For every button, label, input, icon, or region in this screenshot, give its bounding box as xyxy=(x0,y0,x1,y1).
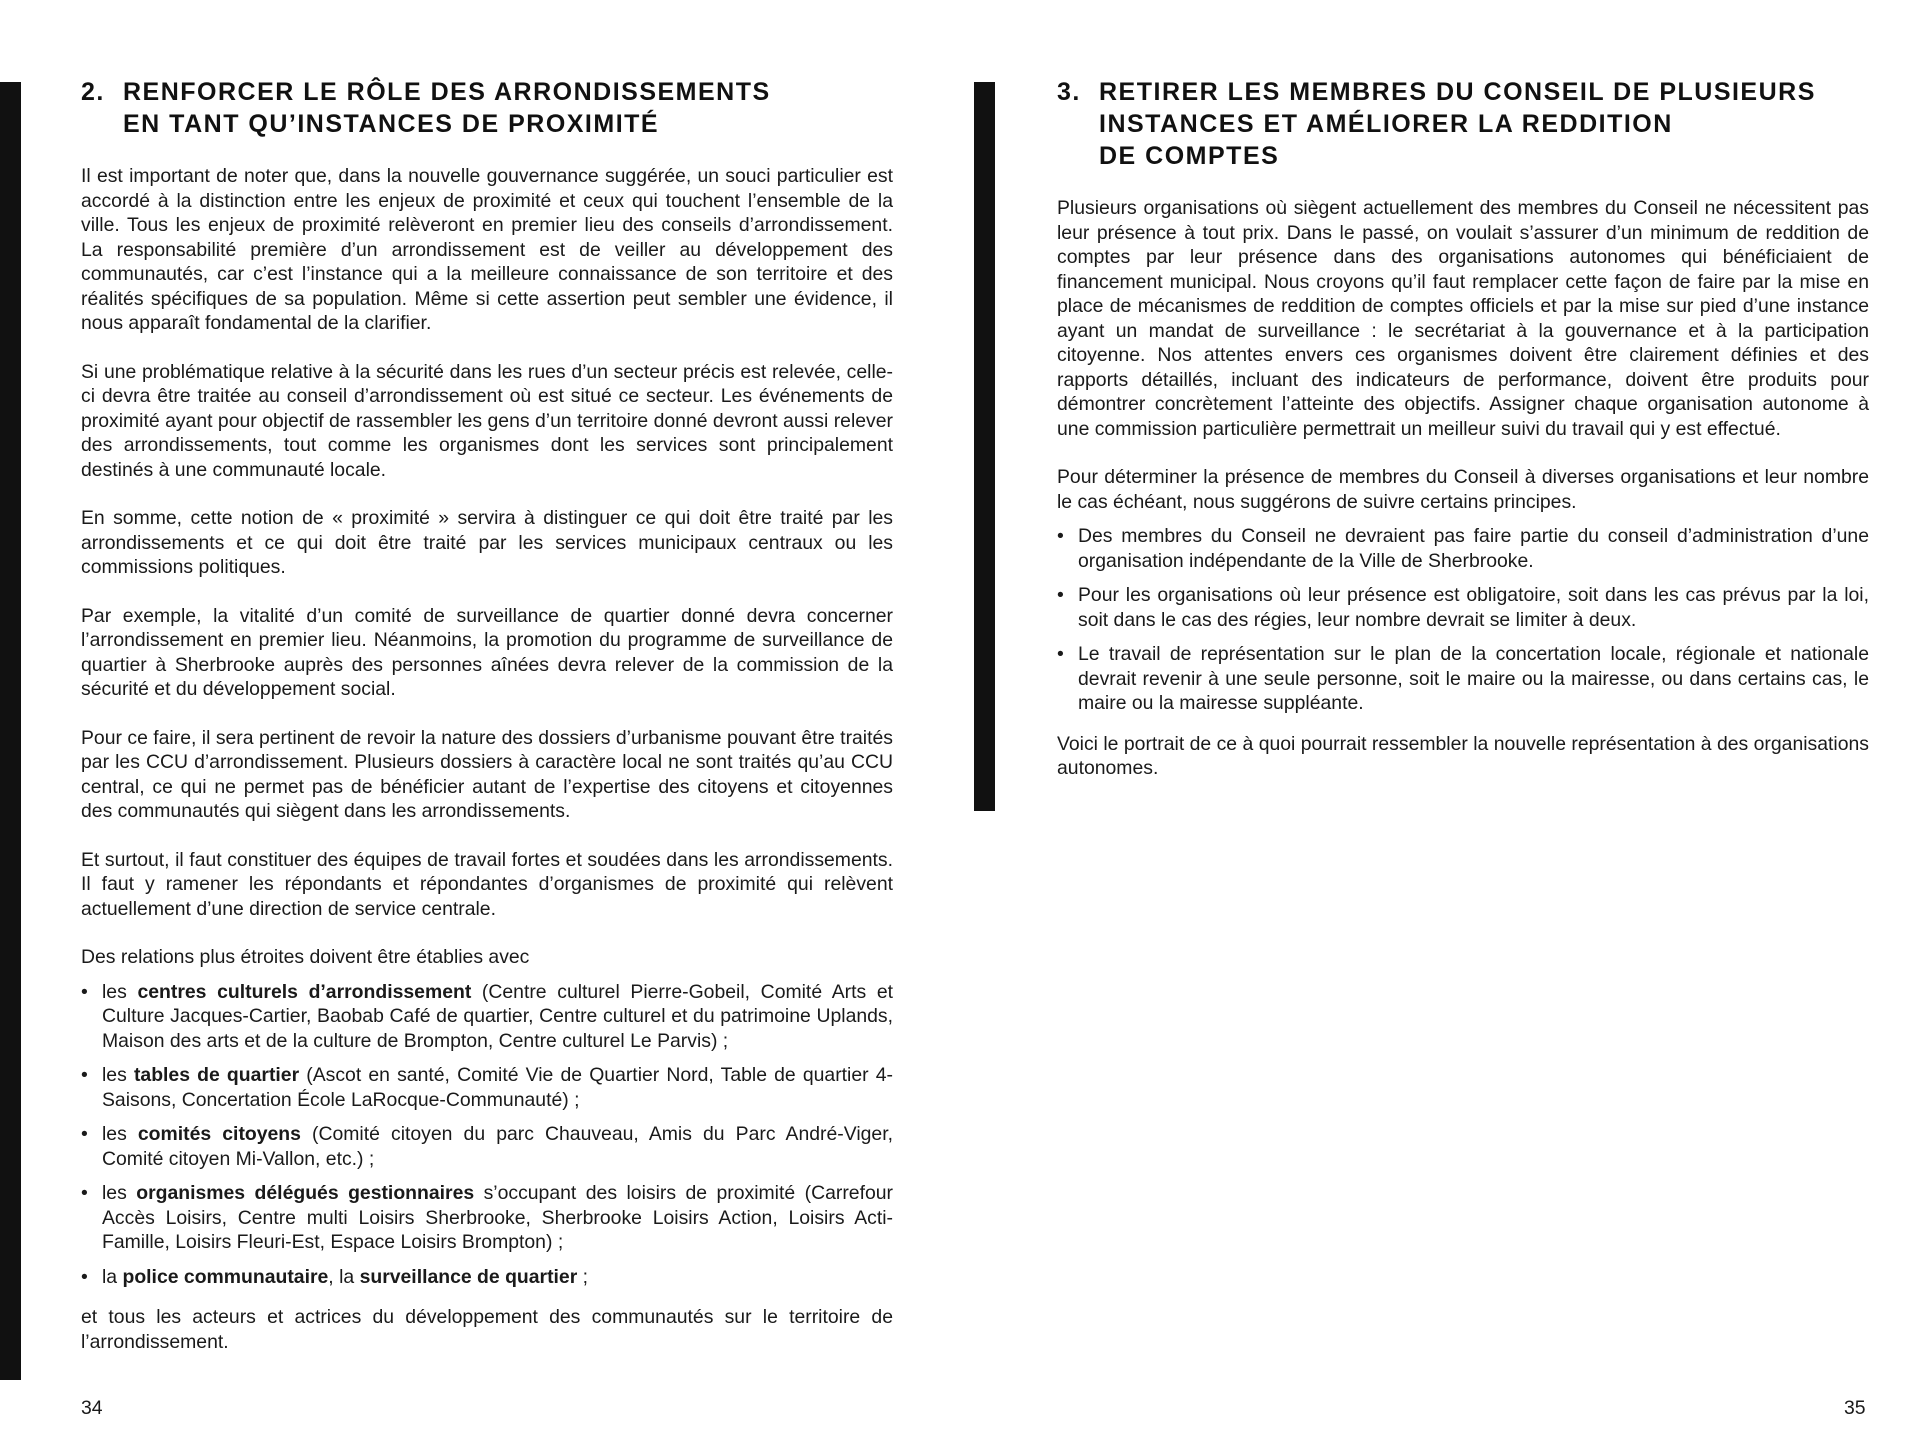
section-2-heading xyxy=(81,76,893,140)
heading-line: EN TANT QU’INSTANCES DE PROXIMITÉ xyxy=(123,110,660,138)
paragraph: Il est important de noter que, dans la nouvelle gouvernance suggérée, un souci particulier est accordé à la distinction entre les enjeux de proximité et ceux qui touchent l’ensemble de la ville. Tous les enjeux de proximité relèveront en premier lieu des conseils d’arrondissement. La responsabilité première d’un arrondissement est de veiller au développement des communautés, car c’est l’instance qui a la meilleure connaissance de son territoire et des réalités spécifiques de sa population. Même si cette assertion peut sembler une évidence, il nous apparaît fondamental de la clarifier. xyxy=(81,165,893,334)
page-number: 34 xyxy=(81,1397,103,1419)
section-divider-bar xyxy=(974,82,995,811)
list-item: • Le travail de représentation sur le plan de la concertation locale, régionale et nationale devrait revenir à une seule personne, soit le maire ou la mairesse, ou dans certains cas, le maire ou la mairesse suppléante. xyxy=(1057,642,1869,716)
closing-paragraph: et tous les acteurs et actrices du développement des communautés sur le territoire de l’arrondissement. xyxy=(81,1306,893,1353)
paragraph: En somme, cette notion de « proximité » servira à distinguer ce qui doit être traité par les arrondissements et ce qui doit être traité par les services municipaux centraux ou les commissions politiques. xyxy=(81,507,893,578)
heading-number: 2. xyxy=(81,78,105,106)
list-item: • les organismes délégués gestionnaires s’occupant des loisirs de proximité (Carrefour Accès Loisirs, Centre multi Loisirs Sherbrooke, Sherbrooke Loisirs Action, Loisirs Acti-Famille, Loisirs Fleuri-Est, Espace Loisirs Brompton) ; xyxy=(81,1181,893,1255)
list-item: • Des membres du Conseil ne devraient pas faire partie du conseil d’administration d’une organisation indépendante de la Ville de Sherbrooke. xyxy=(1057,524,1869,573)
list-item: • les comités citoyens (Comité citoyen du parc Chauveau, Amis du Parc André-Viger, Comité citoyen Mi-Vallon, etc.) ; xyxy=(81,1122,893,1171)
paragraph: Par exemple, la vitalité d’un comité de surveillance de quartier donné devra concerner l’arrondissement en premier lieu. Néanmoins, la promotion du programme de surveillance de quartier à Sherbrooke auprès des personnes aînées devra relever de la commission de la sécurité et du développement social. xyxy=(81,604,893,700)
list-item: • Pour les organisations où leur présence est obligatoire, soit dans les cas prévus par la loi, soit dans le cas des régies, leur nombre devrait se limiter à deux. xyxy=(1057,583,1869,632)
heading-line: DE COMPTES xyxy=(1099,142,1280,170)
paragraph: Pour déterminer la présence de membres du Conseil à diverses organisations et leur nombre le cas échéant, nous suggérons de suivre certains principes. xyxy=(1057,466,1869,513)
paragraph: Si une problématique relative à la sécurité dans les rues d’un secteur précis est relevée, celle-ci devra être traitée au conseil d’arrondissement où est situé ce secteur. Les événements de proximité ayant pour objectif de rassembler les gens d’un territoire donné devront aussi relever des arrondissements, tout comme les organismes dont les services sont principalement destinés à une communauté locale. xyxy=(81,360,893,481)
heading-line: INSTANCES ET AMÉLIORER LA REDDITION xyxy=(1099,110,1673,138)
list-item: • la police communautaire, la surveillance de quartier ; xyxy=(81,1265,893,1290)
list-intro: Des relations plus étroites doivent être établies avec xyxy=(81,946,530,968)
left-page-column xyxy=(81,76,893,1354)
closing-paragraph: Voici le portrait de ce à quoi pourrait ressembler la nouvelle représentation à des organisations autonomes. xyxy=(1057,732,1869,779)
section-3-heading xyxy=(1057,76,1869,172)
heading-line: RENFORCER LE RÔLE DES ARRONDISSEMENTS xyxy=(123,78,771,106)
heading-number: 3. xyxy=(1057,78,1081,106)
paragraph: Plusieurs organisations où siègent actuellement des membres du Conseil ne nécessitent pas leur présence à tout prix. Dans le passé, on voulait s’assurer d’un minimum de reddition de comptes par leur présence dans des organisations autonomes qui bénéficiaient de financement municipal. Nous croyons qu’il faut remplacer cette façon de faire par la mise en place de mécanismes de reddition de comptes officiels et par la mise sur pied d’une instance ayant un mandat de surveillance : le secrétariat à la gouvernance et à la participation citoyenne. Nos attentes envers ces organismes doivent être clairement définies et des rapports détaillés, incluant des indicateurs de performance, doivent être produits pour démontrer concrètement l’atteinte des objectifs. Assigner chaque organisation autonome à une commission particulière permettrait un meilleur suivi du travail qui y est effectué. xyxy=(1057,197,1869,440)
right-page-column xyxy=(1057,76,1869,781)
left-margin-bar xyxy=(0,82,21,1380)
list-item: • les centres culturels d’arrondissement (Centre culturel Pierre-Gobeil, Comité Arts et Culture Jacques-Cartier, Baobab Café de quartier, Centre culturel et du patrimoine Uplands, Maison des arts et de la culture de Brompton, Centre culturel Le Parvis) ; xyxy=(81,980,893,1054)
principles-list xyxy=(1057,524,1869,716)
list-item: • les tables de quartier (Ascot en santé, Comité Vie de Quartier Nord, Table de quartier 4-Saisons, Concertation École LaRocque-Communauté) ; xyxy=(81,1063,893,1112)
paragraph: Pour ce faire, il sera pertinent de revoir la nature des dossiers d’urbanisme pouvant être traités par les CCU d’arrondissement. Plusieurs dossiers à caractère local ne sont traités qu’au CCU central, ce qui ne permet pas de bénéficier autant de l’expertise des citoyens et citoyennes des communautés qui siègent dans les arrondissements. xyxy=(81,726,893,822)
page-number: 35 xyxy=(1844,1397,1866,1419)
heading-line: RETIRER LES MEMBRES DU CONSEIL DE PLUSIEURS xyxy=(1099,78,1816,106)
paragraph: Et surtout, il faut constituer des équipes de travail fortes et soudées dans les arrondissements. Il faut y ramener les répondants et répondantes d’organismes de proximité qui relèvent actuellement d’une direction de service centrale. xyxy=(81,848,893,920)
relations-list xyxy=(81,980,893,1290)
